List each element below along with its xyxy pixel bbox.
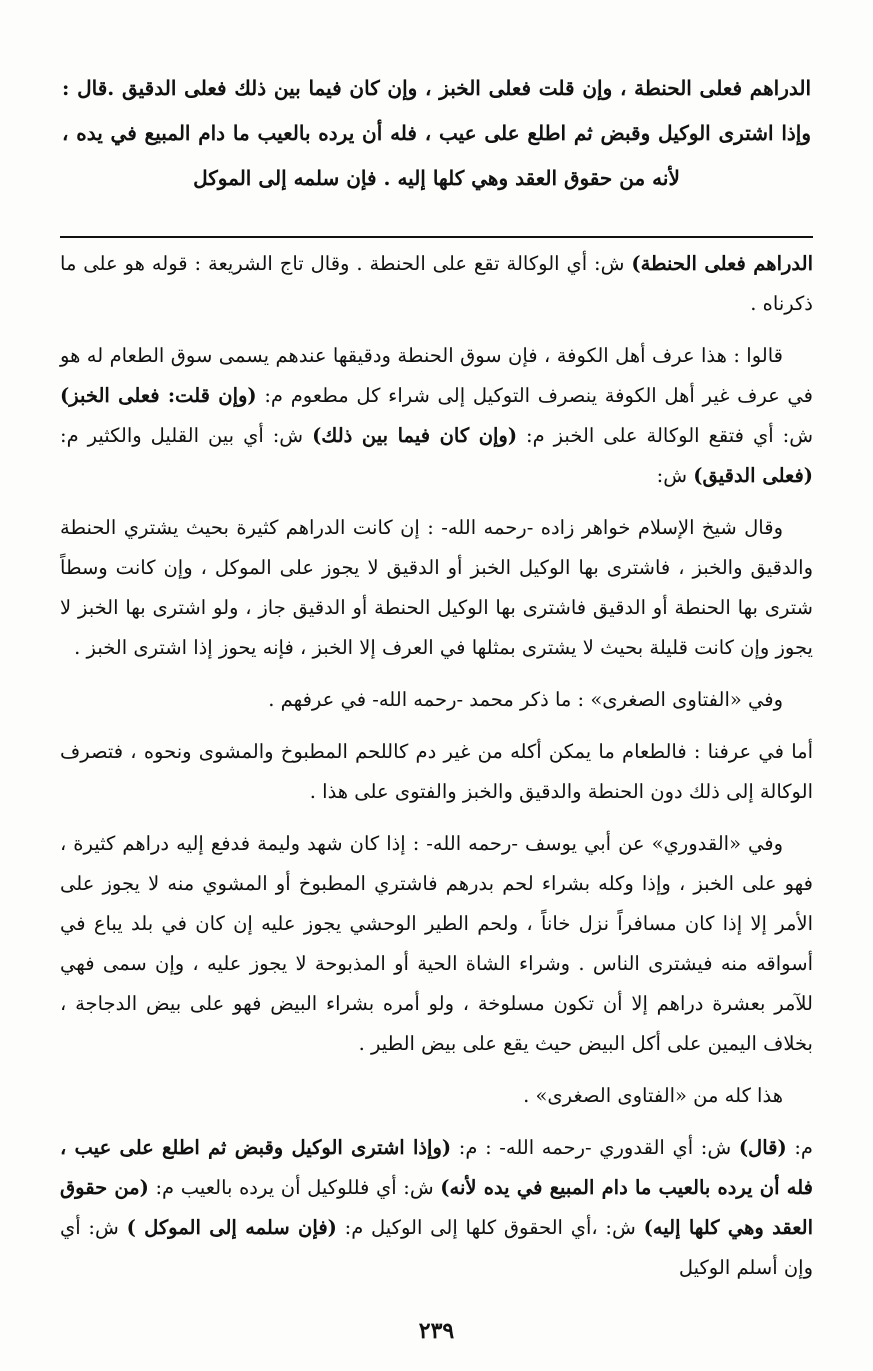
text-segment: ش: أي الوكالة تقع على الحنطة . وقال تاج الشريعة : قوله هو على ما ذكرناه . — [60, 252, 813, 315]
text-segment: أما في عرفنا : فالطعام ما يمكن أكله من غير دم كاللحم المطبوخ والمشوى ونحوه ، فتصرف الوكالة إلى ذلك دون الحنطة والدقيق والخبز والفتوى على هذا . — [60, 740, 813, 803]
page-number: ٢٣٩ — [418, 1318, 455, 1344]
bold-quote-segment: الدراهم فعلى الحنطة) — [631, 252, 814, 275]
text-segment: ش: ،أي الحقوق كلها إلى الوكيل م: — [336, 1216, 644, 1239]
bold-quote-segment: (فعلى الدقيق) — [693, 464, 813, 487]
text-segment: ش: أي وإن أسلم الوكيل — [60, 1216, 813, 1279]
text-segment: ش: أي بين القليل والكثير م: — [60, 424, 313, 447]
main-text-paragraph: الدراهم فعلى الحنطة ، وإن قلت فعلى الخبز ، وإن كان فيما بين ذلك فعلى الدقيق .قال : وإذا اشترى الوكيل وقبض ثم اطلع على عيب ، فله أن يرده بالعيب ما دام المبيع في يده ، لأنه من حقوق العقد وهي كلها إليه . فإن سلمه إلى الموكل — [62, 76, 811, 190]
commentary-paragraph — [60, 680, 813, 720]
text-segment: ش: أي فتقع الوكالة على الخبز م: — [517, 424, 813, 447]
commentary-paragraph — [60, 1076, 813, 1116]
commentary-paragraph — [60, 824, 813, 1064]
bold-quote-segment: (وإن كان فيما بين ذلك) — [312, 424, 518, 447]
text-segment: وفي «القدوري» عن أبي يوسف -رحمه الله- : إذا كان شهد وليمة فدفع إليه دراهم كثيرة ، فهو على الخبز ، وإذا وكله بشراء لحم بدرهم فاشتري المطبوخ أو المشوي منه لا يجوز على الأمر إلا إذا كان مسافراً نزل خاناً ، ولحم الطير الوحشي يجوز عليه إن كان في بلد يباع في أسواقه منه فيشترى الناس . وشراء الشاة الحية أو المذبوحة لا يجوز عليه ، وإن سمى فهي للآمر بعشرة دراهم إلا أن تكون مسلوخة ، ولو أمره بشراء البيض فهو على بيض الدجاجة ، بخلاف اليمين على أكل البيض حيث يقع على بيض الطير . — [60, 832, 813, 1055]
text-segment: قالوا : هذا عرف أهل الكوفة ، فإن سوق الحنطة ودقيقها عندهم يسمى سوق الطعام له هو في عرف غير أهل الكوفة ينصرف التوكيل إلى شراء كل مطعوم م: — [60, 344, 813, 407]
text-segment: وفي «الفتاوى الصغرى» : ما ذكر محمد -رحمه الله- في عرفهم . — [268, 688, 783, 711]
commentary-paragraph — [60, 1128, 813, 1288]
main-text — [62, 66, 811, 201]
commentary-paragraph — [60, 336, 813, 496]
text-segment: ش: أي القدوري -رحمه الله- : م: — [451, 1136, 739, 1159]
bold-quote-segment: (من حقوق العقد وهي كلها إليه) — [60, 1176, 814, 1239]
bold-quote-segment: (وإن قلت: فعلى الخبز) — [60, 384, 257, 407]
commentary — [60, 244, 813, 1300]
bold-quote-segment: (وإذا اشترى الوكيل وقبض ثم اطلع على عيب ، فله أن يرده بالعيب ما دام المبيع في يده لأنه) — [60, 1136, 813, 1199]
text-segment: م: — [786, 1136, 813, 1159]
text-segment: ش: أي فللوكيل أن يرده بالعيب م: — [148, 1176, 441, 1199]
text-segment: ش: — [656, 464, 694, 487]
section-divider — [60, 236, 813, 238]
commentary-paragraph — [60, 508, 813, 668]
text-segment: وقال شيخ الإسلام خواهر زاده -رحمه الله- : إن كانت الدراهم كثيرة بحيث يشتري الحنطة والدقيق والخبز ، فاشترى بها الوكيل الخبز أو الدقيق لا يجوز على الموكل ، وإن كانت وسطاً شترى بها الحنطة أو الدقيق فاشترى بها الوكيل الحنطة أو الدقيق جاز ، ولو اشترى بها الخبز لا يجوز وإن كانت قليلة بحيث لا يشترى بمثلها في العرف إلا الخبز ، فإنه يحوز إذا اشترى الخبز . — [60, 516, 813, 659]
commentary-paragraph — [60, 732, 813, 812]
bold-quote-segment: (فإن سلمه إلى الموكل ) — [126, 1216, 337, 1239]
commentary-paragraph — [60, 244, 813, 324]
text-segment: هذا كله من «الفتاوى الصغرى» . — [523, 1084, 783, 1107]
bold-quote-segment: (قال) — [738, 1136, 787, 1159]
